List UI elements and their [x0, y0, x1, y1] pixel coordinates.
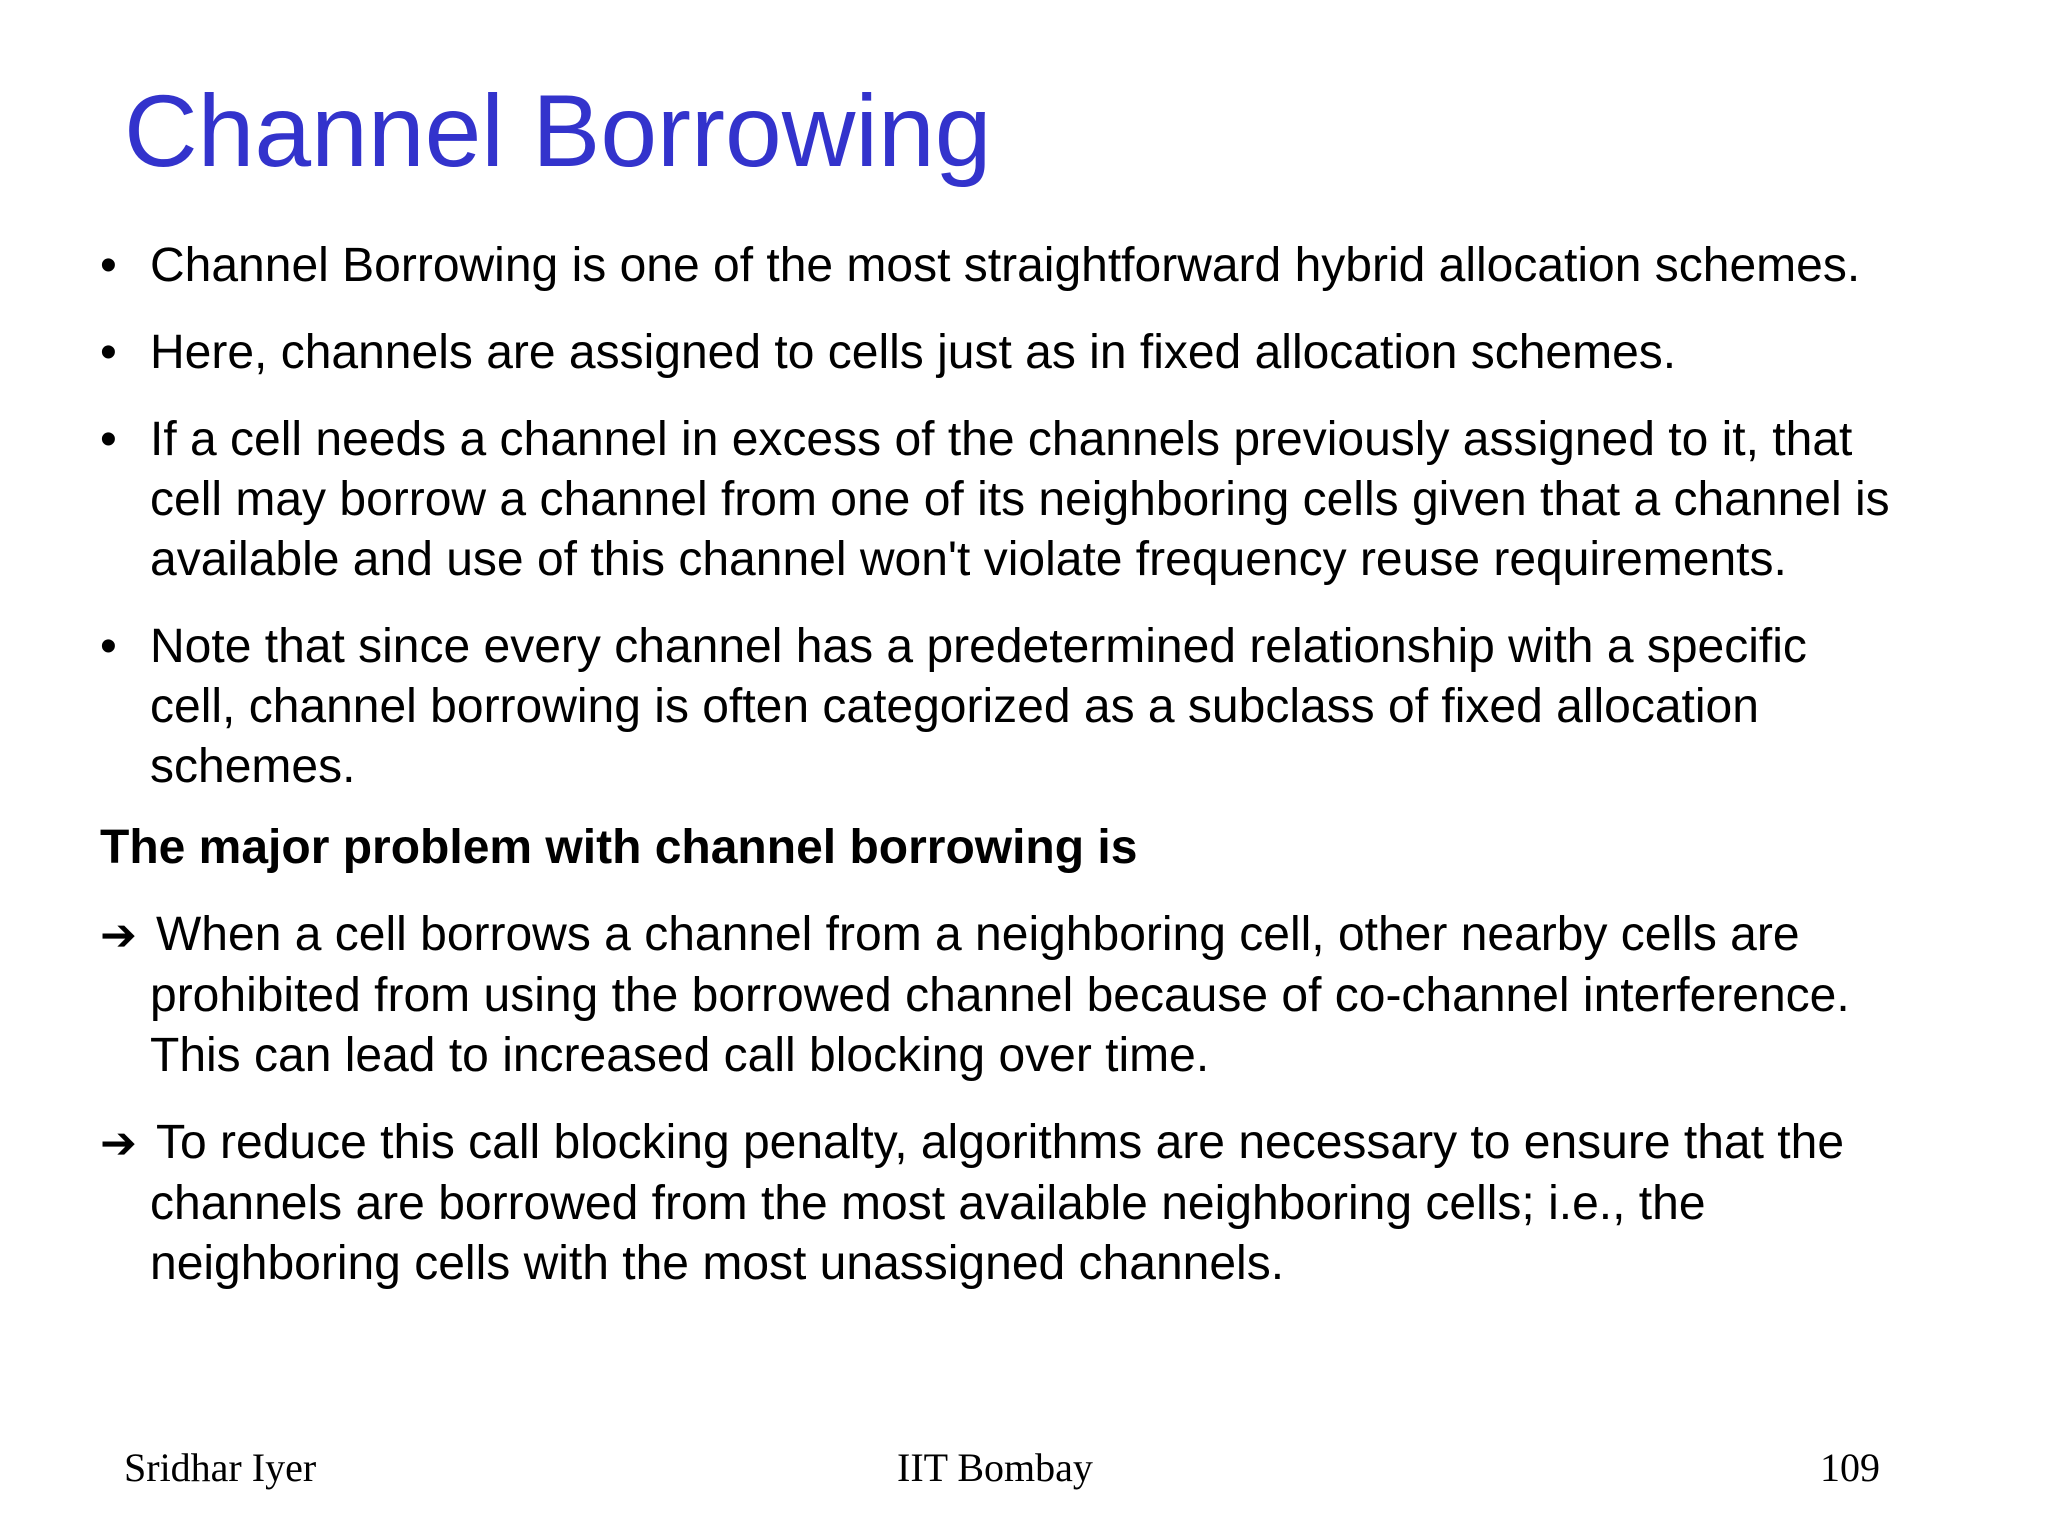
right-arrow-icon: ➔ — [100, 1119, 137, 1168]
bullet-item — [100, 410, 1900, 590]
bullet-dot-icon: • — [100, 239, 117, 292]
footer-institution: IIT Bombay — [897, 1445, 1093, 1490]
problem-point-text: When a cell borrows a channel from a neighboring cell, other nearby cells are prohibited from using the borrowed channel because of co-channel interference. This can lead to increased call blocking over time. — [150, 908, 1850, 1082]
problem-point-lead — [100, 905, 156, 966]
bullet-item — [100, 236, 1900, 296]
footer-author: Sridhar Iyer — [124, 1445, 317, 1490]
page-number: 109 — [1820, 1445, 1880, 1490]
problem-point-lead — [100, 1113, 156, 1174]
slide-content — [100, 236, 1900, 1294]
bullet-item — [100, 323, 1900, 383]
bullet-dot-icon: • — [100, 620, 117, 673]
problem-point-text: To reduce this call blocking penalty, algorithms are necessary to ensure that the channels are borrowed from the most available neighboring cells; i.e., the neighboring cells with the most unassigned channels. — [150, 1116, 1845, 1290]
problem-point — [100, 905, 1900, 1086]
bullet-text: Channel Borrowing is one of the most straightforward hybrid allocation schemes. — [150, 239, 1861, 292]
bullet-text: Note that since every channel has a predetermined relationship with a specific cell, channel borrowing is often categorized as a subclass of fixed allocation schemes. — [150, 620, 1807, 793]
bullet-dot-icon: • — [100, 326, 117, 379]
bullet-text: If a cell needs a channel in excess of the channels previously assigned to it, that cell may borrow a channel from one of its neighboring cells given that a channel is available and use of this channel won't violate frequency reuse requirements. — [150, 413, 1890, 586]
bullet-dot-icon: • — [100, 413, 117, 466]
slide-title: Channel Borrowing — [124, 74, 992, 188]
bullet-item — [100, 617, 1900, 797]
problem-point — [100, 1113, 1900, 1294]
problem-heading: The major problem with channel borrowing is — [100, 821, 1138, 874]
right-arrow-icon: ➔ — [100, 911, 137, 960]
bullet-text: Here, channels are assigned to cells just as in fixed allocation schemes. — [150, 326, 1677, 379]
